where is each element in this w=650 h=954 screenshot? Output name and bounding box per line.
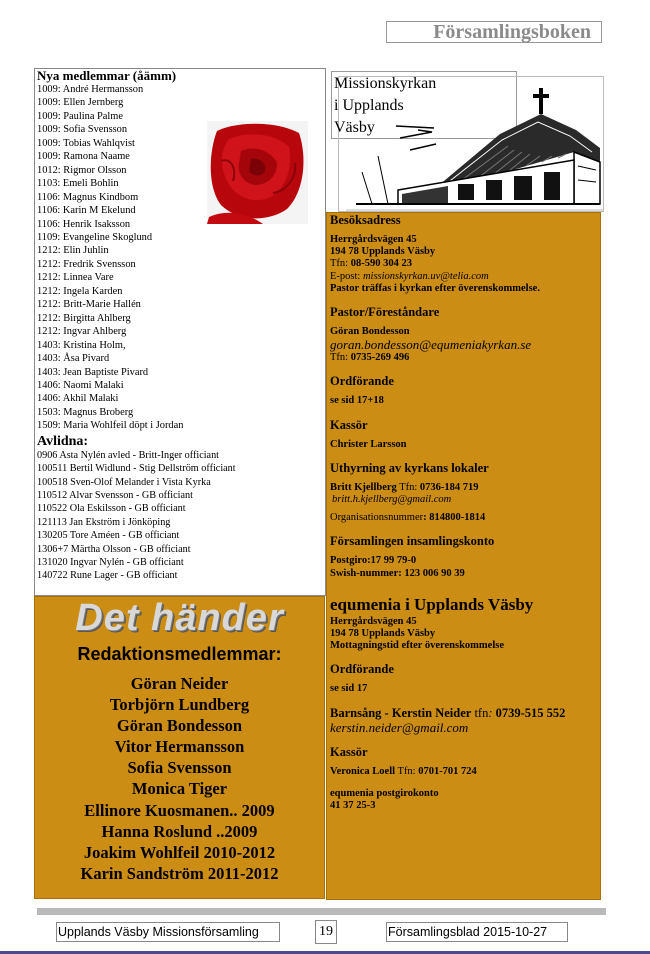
member-item: 1009: André Hermansson — [37, 84, 144, 95]
deceased-item: 140722 Rune Lager - GB officiant — [37, 570, 178, 582]
editor-item: Ellinore Kuosmanen.. 2009 — [84, 800, 275, 820]
visit-email-row — [330, 271, 600, 283]
deceased-item: 110512 Alvar Svensson - GB officiant — [37, 490, 193, 501]
editor-item: Göran Bondesson — [116, 716, 243, 736]
deceased-list — [37, 449, 325, 583]
equmenia-chair-text: se sid 17 — [330, 683, 368, 695]
editor-item: Monica Tiger — [131, 779, 228, 799]
visit-title: Besöksadress — [330, 213, 401, 227]
church-name-line1: Missionskyrkan — [334, 75, 437, 92]
deceased-item: 121113 Jan Ekström i Jönköping — [37, 516, 171, 528]
member-item: 1009: Tobias Wahlqvist — [37, 137, 135, 149]
treasurer-name: Christer Larsson — [330, 438, 407, 450]
deceased-item: 100511 Bertil Widlund - Stig Dellström officiant — [37, 463, 236, 475]
equmenia-postgiro: 41 37 25-3 — [330, 800, 376, 812]
visit-tel-label: Tfn: — [330, 258, 351, 270]
pastor-tel-row — [330, 352, 600, 364]
choir-title: Barnsång - Kerstin Neider — [330, 705, 472, 720]
member-item: 1503: Magnus Broberg — [37, 406, 134, 418]
member-item: 1403: Åsa Pivard — [37, 353, 110, 365]
member-item: 1212: Elin Juhlin — [37, 245, 109, 257]
member-item: 1012: Rigmor Olsson — [37, 164, 127, 176]
church-box — [330, 68, 604, 212]
footer-left: Upplands Väsby Missionsförsamling — [56, 922, 280, 942]
member-item: 1109: Evangeline Skoglund — [37, 231, 153, 243]
church-icon — [338, 86, 604, 212]
pastor-tel: 0735-269 496 — [350, 352, 410, 364]
visit-city: 194 78 Upplands Väsby — [330, 246, 436, 258]
deceased-item: 1306+7 Märtha Olsson - GB officiant — [37, 543, 191, 555]
swish: Swish-nummer: 123 006 90 39 — [330, 567, 465, 579]
visit-email-link[interactable]: missionskyrkan.uv@telia.com — [362, 270, 489, 282]
deceased-item: 100518 Sven-Olof Melander i Vista Kyrka — [37, 476, 211, 488]
editor-item: Hanna Roslund ..2009 — [101, 821, 258, 841]
choir-tel-colon: : — [488, 705, 493, 720]
pastor-tel-label: Tfn: — [330, 352, 351, 364]
chair-text: se sid 17+18 — [330, 395, 384, 407]
chair-title: Ordförande — [330, 374, 394, 389]
deceased-item: 110522 Ola Eskilsson - GB officiant — [37, 503, 186, 515]
member-item: 1403: Kristina Holm, — [37, 339, 126, 351]
rental-title: Uthyrning av kyrkans lokaler — [330, 460, 489, 475]
equmenia-title: equmenia i Upplands Väsby — [330, 594, 534, 614]
member-item: 1106: Karin M Ekelund — [37, 205, 136, 217]
choir-tel: 0739-515 552 — [492, 705, 566, 720]
choir-tel-label: tfn — [471, 705, 489, 720]
member-item: 1212: Britt-Marie Hallén — [37, 299, 141, 311]
member-item: 1212: Linnea Vare — [37, 272, 114, 284]
visit-note: Pastor träffas i kyrkan efter överenskommelse. — [330, 282, 540, 294]
rose-image — [207, 121, 308, 224]
pastor-email-link[interactable]: goran.bondesson@equmeniakyrkan.se — [330, 337, 532, 353]
rose-icon — [207, 121, 308, 224]
editor-item: Vitor Hermansson — [114, 737, 245, 757]
member-item: 1106: Henrik Isaksson — [37, 218, 131, 230]
rental-tel: 0736-184 719 — [419, 481, 479, 493]
member-item: 1009: Ellen Jernberg — [37, 97, 124, 109]
equmenia-city: 194 78 Upplands Väsby — [330, 628, 436, 640]
rental-email-link[interactable]: britt.h.kjellberg@gmail.com — [332, 494, 452, 506]
visit-street: Herrgårdsvägen 45 — [330, 234, 417, 245]
editors-title: Redaktionsmedlemmar: — [77, 644, 282, 664]
events-title: Det händer — [75, 597, 284, 639]
org-row — [330, 512, 600, 524]
editor-item: Sofia Svensson — [127, 758, 232, 778]
deceased-title: Avlidna: — [37, 433, 89, 449]
pastor-name: Göran Bondesson — [330, 326, 410, 338]
equmenia-chair-title: Ordförande — [330, 662, 394, 677]
org-label: Organisationsnummer — [330, 512, 424, 524]
info-panel — [326, 212, 601, 900]
equmenia-street: Herrgårdsvägen 45 — [330, 615, 417, 627]
equmenia-treasurer-tel: 0701-701 724 — [418, 765, 477, 777]
visit-email-label: E-post: — [330, 270, 363, 282]
editors-list — [35, 673, 324, 884]
choir-row — [330, 706, 600, 721]
footer-bar — [37, 908, 606, 915]
church-name-line3: Väsby — [334, 119, 375, 136]
member-item: 1212: Ingela Karden — [37, 285, 123, 297]
org-number: : 814800-1814 — [423, 512, 486, 524]
member-item: 1009: Ramona Naame — [37, 151, 130, 163]
editor-item: Göran Neider — [130, 674, 229, 693]
equmenia-reception: Mottagningstid efter överenskommelse — [330, 640, 504, 652]
rental-tel-label: Tfn: — [396, 481, 420, 493]
members-title: Nya medlemmar (åämm) — [37, 68, 177, 83]
deceased-item: 131020 Ingvar Nylén - GB officiant — [37, 557, 184, 569]
member-item: 1212: Birgitta Ahlberg — [37, 312, 131, 324]
editor-item: Karin Sandström 2011-2012 — [80, 863, 279, 883]
visit-tel-row — [330, 258, 600, 270]
member-item: 1406: Akhil Malaki — [37, 393, 119, 405]
member-item: 1406: Naomi Malaki — [37, 379, 124, 391]
editor-item: Joakim Wohlfeil 2010-2012 — [83, 842, 276, 862]
member-item: 1106: Magnus Kindbom — [37, 191, 139, 203]
member-item: 1509: Maria Wohlfeil döpt i Jordan — [37, 420, 184, 432]
member-item: 1403: Jean Baptiste Pivard — [37, 366, 149, 378]
equmenia-treasurer-row — [330, 766, 600, 778]
page-number: 19 — [315, 920, 337, 944]
equmenia-postgiro-title: equmenia postgirokonto — [330, 787, 439, 799]
footer-right: Församlingsblad 2015-10-27 — [386, 922, 568, 942]
rental-row — [330, 482, 600, 494]
member-item: 1009: Sofia Svensson — [37, 124, 128, 136]
collect-title: Församlingen insamlingskonto — [330, 534, 495, 549]
deceased-item: 130205 Tore Améen - GB officiant — [37, 530, 180, 542]
equmenia-treasurer-title: Kassör — [330, 744, 368, 759]
member-item: 1212: Ingvar Ahlberg — [37, 326, 127, 338]
deceased-item: 0906 Asta Nylén avled - Britt-Inger officiant — [37, 449, 220, 461]
member-item: 1009: Paulina Palme — [37, 110, 124, 122]
equmenia-treasurer-tel-label: Tfn: — [395, 765, 419, 777]
choir-email-link[interactable]: kerstin.neider@gmail.com — [330, 719, 469, 735]
treasurer-title: Kassör — [330, 417, 368, 432]
pastor-title: Pastor/Föreståndare — [330, 305, 440, 320]
page-header-title: Församlingsboken — [386, 21, 602, 43]
visit-tel: 08-590 304 23 — [350, 258, 412, 270]
events-box — [34, 596, 325, 899]
church-name-line2: i Upplands — [334, 97, 404, 114]
member-item: 1212: Fredrik Svensson — [37, 258, 136, 270]
member-item: 1103: Emeli Bohlin — [37, 178, 119, 190]
postgiro: Postgiro:17 99 79-0 — [330, 555, 417, 567]
equmenia-treasurer-name: Veronica Loell — [330, 765, 396, 777]
rental-name: Britt Kjellberg — [330, 481, 397, 493]
editor-item: Torbjörn Lundberg — [109, 695, 250, 715]
